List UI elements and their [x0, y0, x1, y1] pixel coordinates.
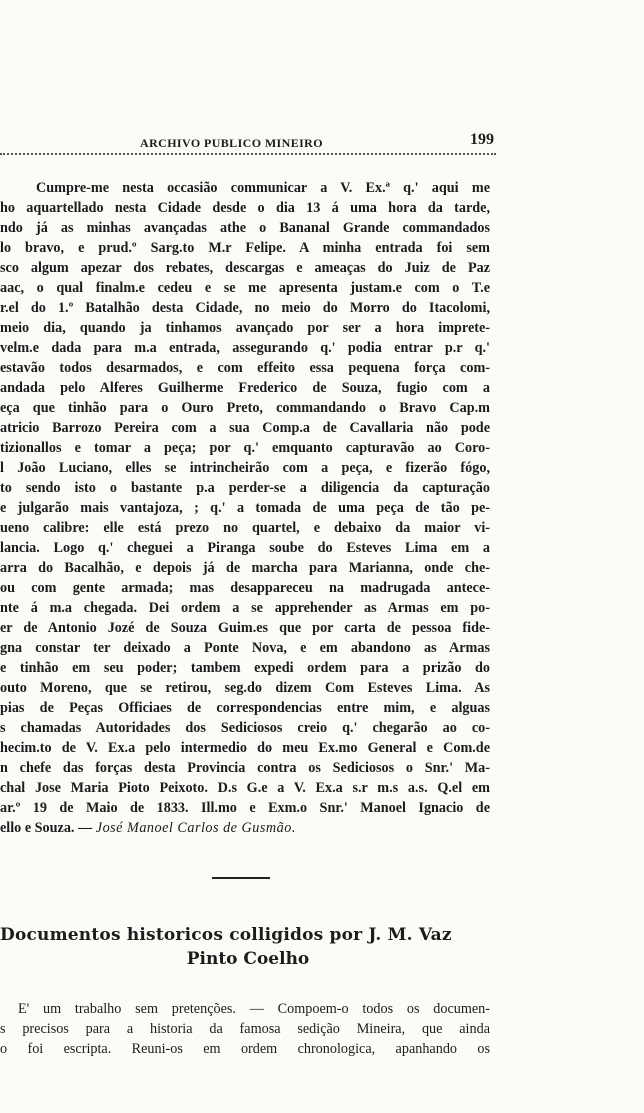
- letter-line: estavão todos desarmados, e com effeito essa pequena força com-: [0, 360, 490, 376]
- letter-line: s chamadas Autoridades dos Sediciosos creio q.' chegarão ao co-: [0, 720, 490, 736]
- letter-line: hecim.to de V. Ex.a pelo intermedio do meu Ex.mo General e Com.de: [0, 740, 490, 756]
- section-title: Documentos historicos colligidos por J. M. Vaz: [0, 925, 452, 945]
- letter-line: pias de Peças Officiaes de correspondencias entre mim, e alguas: [0, 700, 490, 716]
- body-line: o foi escripta. Reuni-os em ordem chronologica, apanhando os: [0, 1041, 490, 1057]
- letter-line: tizionallos e tomar a peça; por q.' emquanto capturavão ao Coro-: [0, 440, 490, 456]
- section-title-continued: Pinto Coelho: [186, 949, 310, 969]
- letter-line: ueno calibre: elle está prezo no quartel, e debaixo da maior vi-: [0, 520, 490, 536]
- letter-line: velm.e dada para m.a entrada, assegurando q.' podia entrar p.r q.': [0, 340, 490, 356]
- body-line: E' um trabalho sem pretenções. — Compoem-o todos os documen-: [18, 1001, 490, 1017]
- letter-line: lo bravo, e prud.º Sarg.to M.r Felipe. A minha entrada foi sem: [0, 240, 490, 256]
- letter-line: meio dia, quando ja tinhamos avançado por ser a hora imprete-: [0, 320, 490, 336]
- letter-line: er de Antonio Jozé de Souza Guim.es que por carta de pessoa fide-: [0, 620, 490, 636]
- letter-line: ar.º 19 de Maio de 1833. Ill.mo e Exm.o Snr.' Manoel Ignacio de: [0, 800, 490, 816]
- letter-line: ho aquartellado nesta Cidade desde o dia 13 á uma hora da tarde,: [0, 200, 490, 216]
- letter-line: chal Jose Maria Pioto Peixoto. D.s G.e a V. Ex.a s.r m.s a.s. Q.el em: [0, 780, 490, 796]
- page-number: 199: [470, 131, 494, 148]
- letter-line: gna constar ter deixado a Ponte Nova, e em abandono as Armas: [0, 640, 490, 656]
- letter-line: n chefe das forças desta Provincia contra os Sediciosos o Snr.' Ma-: [0, 760, 490, 776]
- letter-line: arra do Bacalhão, e depois já de marcha para Marianna, onde che-: [0, 560, 490, 576]
- letter-line: outo Moreno, que se retirou, seg.do dizem Com Esteves Lima. As: [0, 680, 490, 696]
- letter-line: ou com gente armada; mas desappareceu na madrugada antece-: [0, 580, 490, 596]
- letter-line: Cumpre-me nesta occasião communicar a V. Ex.ª q.' aqui me: [36, 180, 490, 196]
- closing-text: ello e Souza. —: [0, 820, 93, 836]
- letter-line: e julgarão mais vantajoza, ; q.' a tomada de uma peça de tão pe-: [0, 500, 490, 516]
- letter-line: aac, o qual finalm.e cedeu e se me apresenta justam.e com o T.e: [0, 280, 490, 296]
- letter-line: l João Luciano, elles se intrincheirão com a peça, e fizerão fógo,: [0, 460, 490, 476]
- letter-line: r.el do 1.º Batalhão desta Cidade, no meio do Morro do Itacolomi,: [0, 300, 490, 316]
- letter-line: andada pelo Alferes Guilherme Frederico de Souza, fugio com a: [0, 380, 490, 396]
- letter-line: to sendo isto o bastante p.a perder-se a diligencia da capturação: [0, 480, 490, 496]
- header-rule: [0, 153, 496, 155]
- letter-line: ndo já as minhas avançadas athe o Bananal Grande commandados: [0, 220, 490, 236]
- running-head: ARCHIVO PUBLICO MINEIRO: [140, 136, 323, 150]
- letter-line: e tinhão em seu poder; tambem expedi ordem para a prizão do: [0, 660, 490, 676]
- letter-line: atricio Barrozo Pereira com a sua Comp.a de Cavallaria não pode: [0, 420, 490, 436]
- letter-line: lancia. Logo q.' cheguei a Piranga soube do Esteves Lima em a: [0, 540, 490, 556]
- letter-line: nte á m.a chegada. Dei ordem a se apprehender as Armas em po-: [0, 600, 490, 616]
- body-line: s precisos para a historia da famosa sedição Mineira, que ainda: [0, 1021, 490, 1037]
- section-divider: [212, 877, 270, 879]
- letter-line: sco algum apezar dos rebates, descargas e ameaças do Juiz de Paz: [0, 260, 490, 276]
- letter-closing-line: [0, 818, 490, 838]
- letter-line: eça que tinhão para o Ouro Preto, commandando o Bravo Cap.m: [0, 400, 490, 416]
- signature: José Manoel Carlos de Gusmão.: [95, 820, 296, 836]
